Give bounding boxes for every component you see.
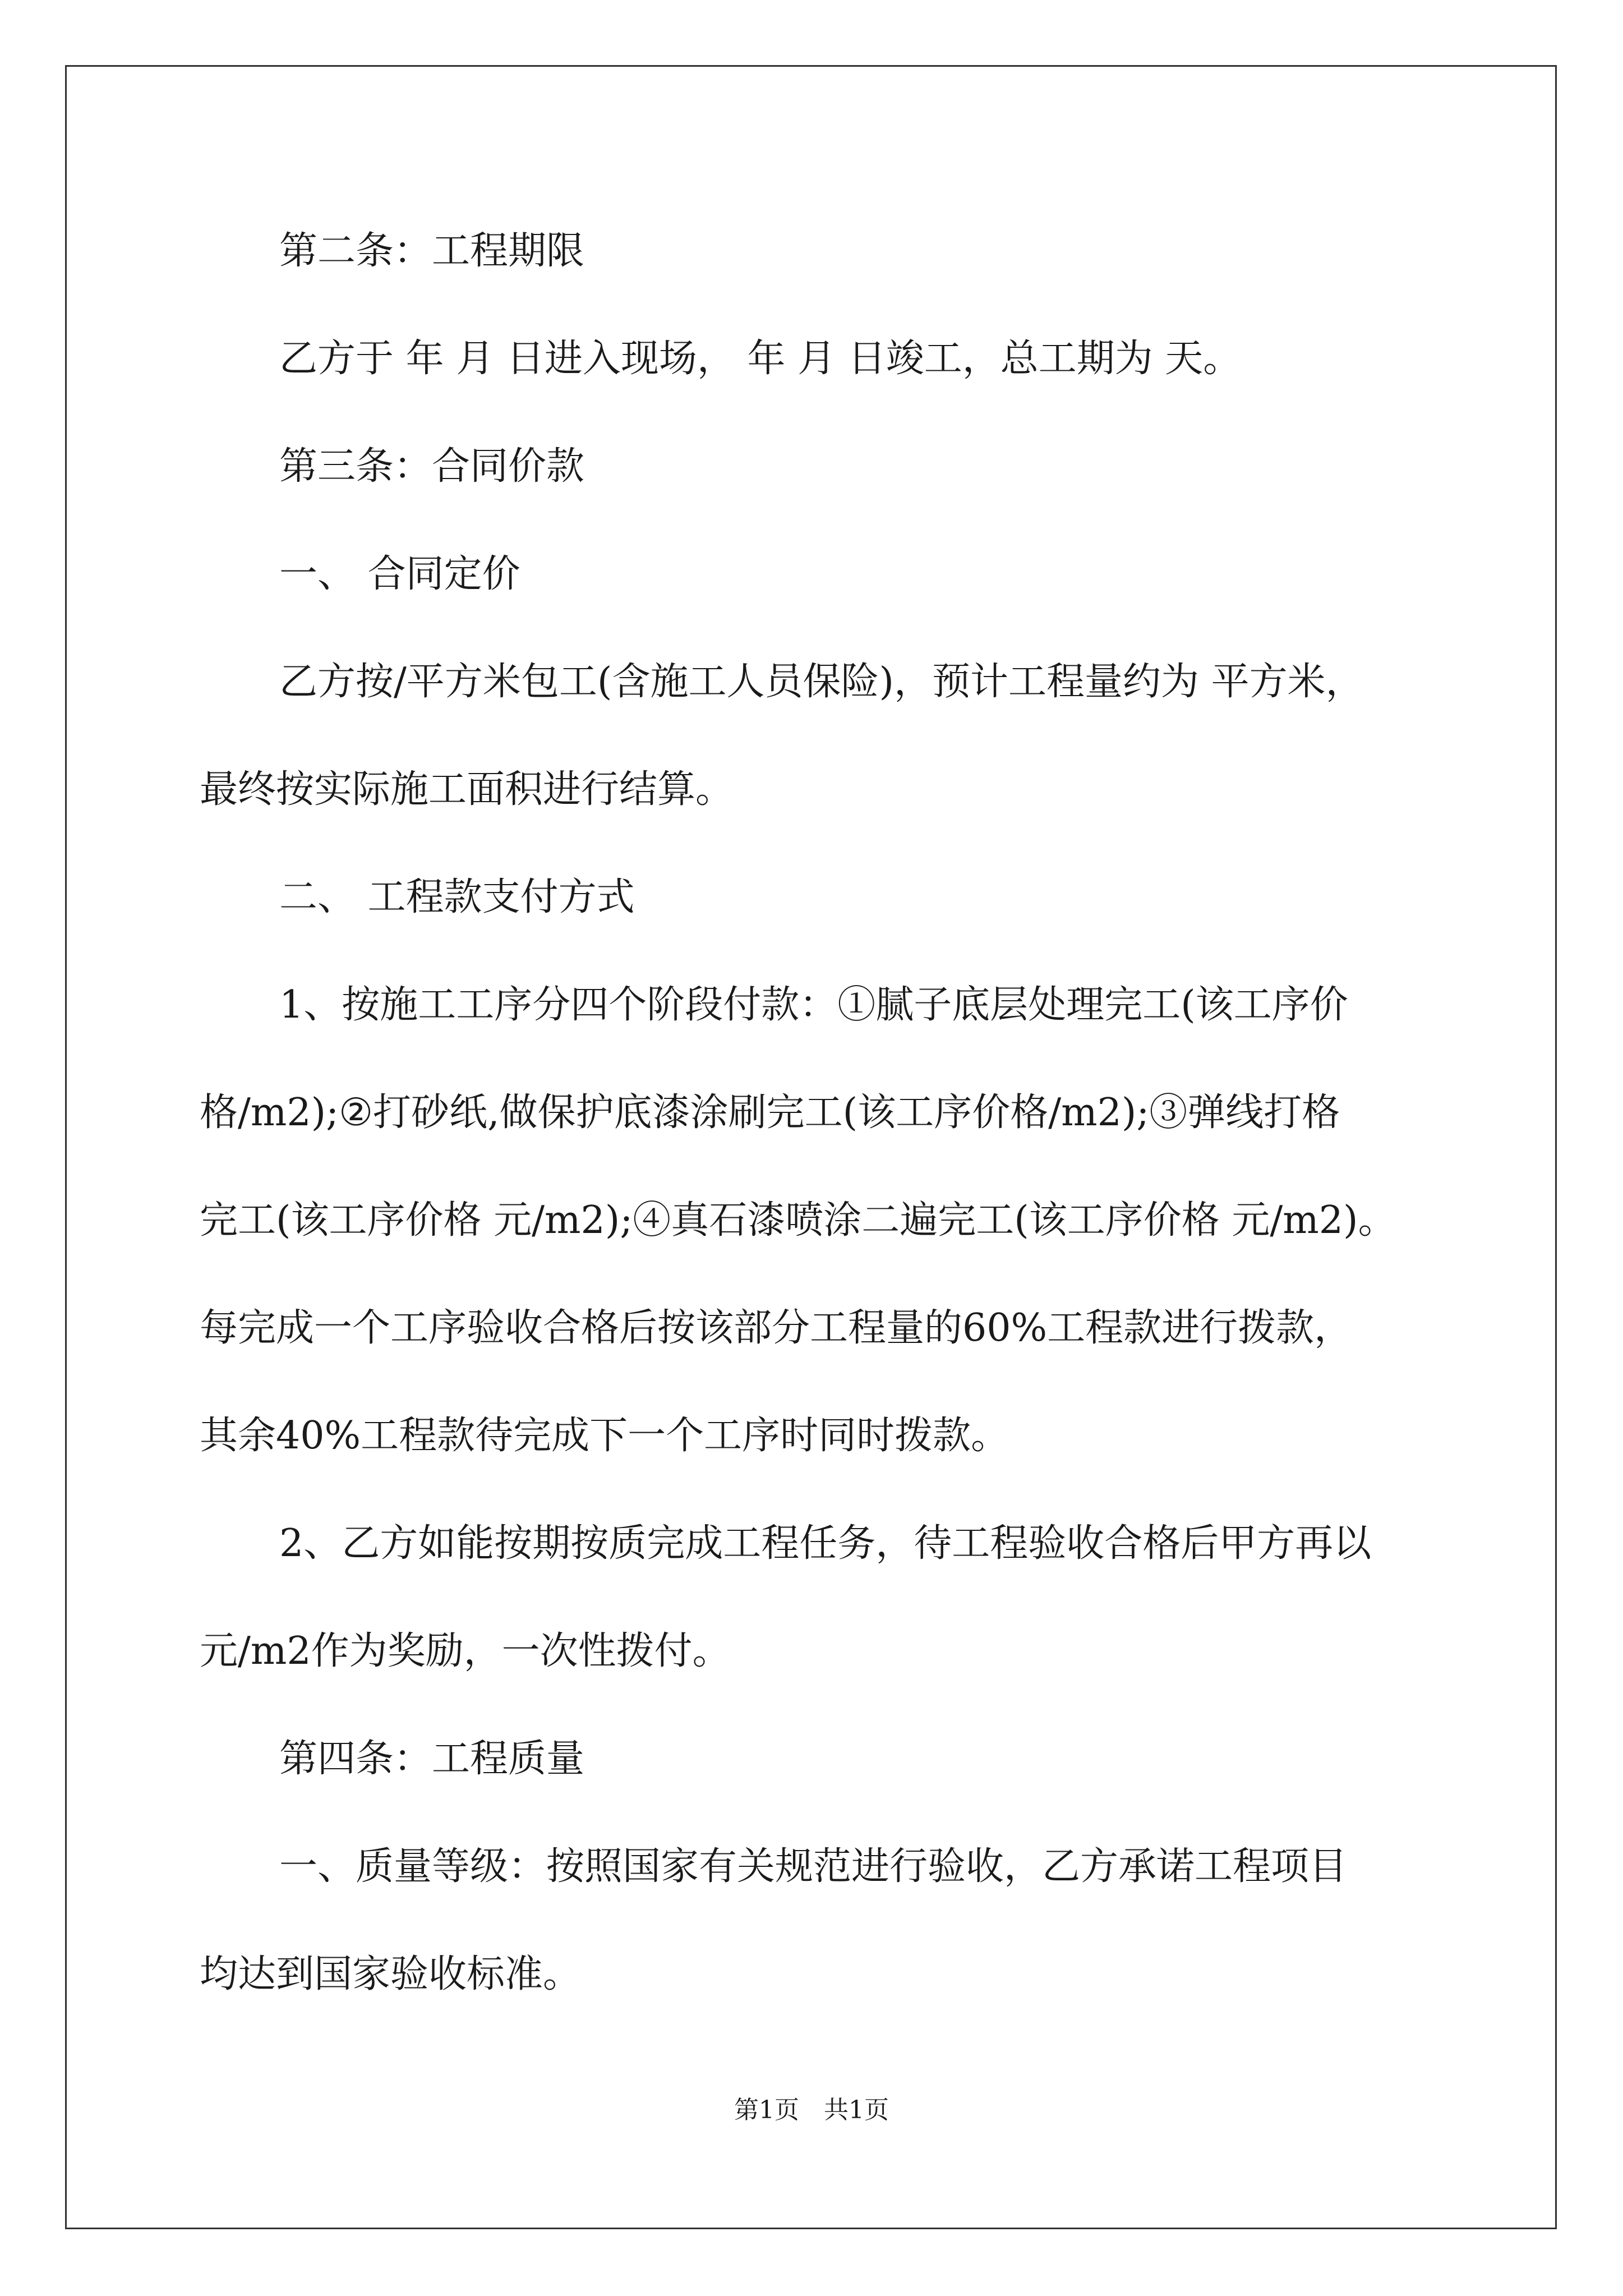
paragraph-quality-line-1: 一、质量等级：按照国家有关规范进行验收，乙方承诺工程项目: [279, 1844, 1348, 1889]
paragraph-pricing-line-2: 最终按实际施工面积进行结算。: [200, 767, 734, 812]
article-3-heading: 第三条：合同价款: [279, 444, 585, 489]
section-1-heading: 一、 合同定价: [279, 552, 520, 596]
paragraph-bonus-line-1: 2、乙方如能按期按质完成工程任务，待工程验收合格后甲方再以: [279, 1521, 1372, 1566]
paragraph-payment-line-5: 其余40%工程款待完成下一个工序时同时拨款。: [200, 1414, 1009, 1458]
paragraph-payment-line-3: 完工(该工序价格 元/m2);④真石漆喷涂二遍完工(该工序价格 元/m2)。: [200, 1198, 1396, 1243]
article-4-heading: 第四条：工程质量: [279, 1737, 585, 1781]
section-2-heading: 二、 工程款支付方式: [279, 875, 635, 919]
paragraph-payment-line-4: 每完成一个工序验收合格后按该部分工程量的60%工程款进行拨款，: [200, 1306, 1353, 1350]
paragraph-payment-line-1: 1、按施工工序分四个阶段付款：①腻子底层处理完工(该工序价: [279, 983, 1348, 1027]
paragraph-bonus-line-2: 元/m2作为奖励，一次性拨付。: [200, 1629, 731, 1673]
page-border: [65, 65, 1557, 2229]
paragraph-schedule: 乙方于 年 月 日进入现场， 年 月 日竣工，总工期为 天。: [279, 337, 1242, 381]
page-number-footer: 第1页 共1页: [734, 2096, 889, 2124]
paragraph-pricing-line-1: 乙方按/平方米包工(含施工人员保险)，预计工程量约为 平方米，: [279, 660, 1364, 704]
paragraph-quality-line-2: 均达到国家验收标准。: [200, 1952, 582, 1996]
paragraph-payment-line-2: 格/m2);②打砂纸,做保护底漆涂刷完工(该工序价格/m2);③弹线打格: [200, 1091, 1340, 1135]
article-2-heading: 第二条：工程期限: [279, 229, 585, 273]
